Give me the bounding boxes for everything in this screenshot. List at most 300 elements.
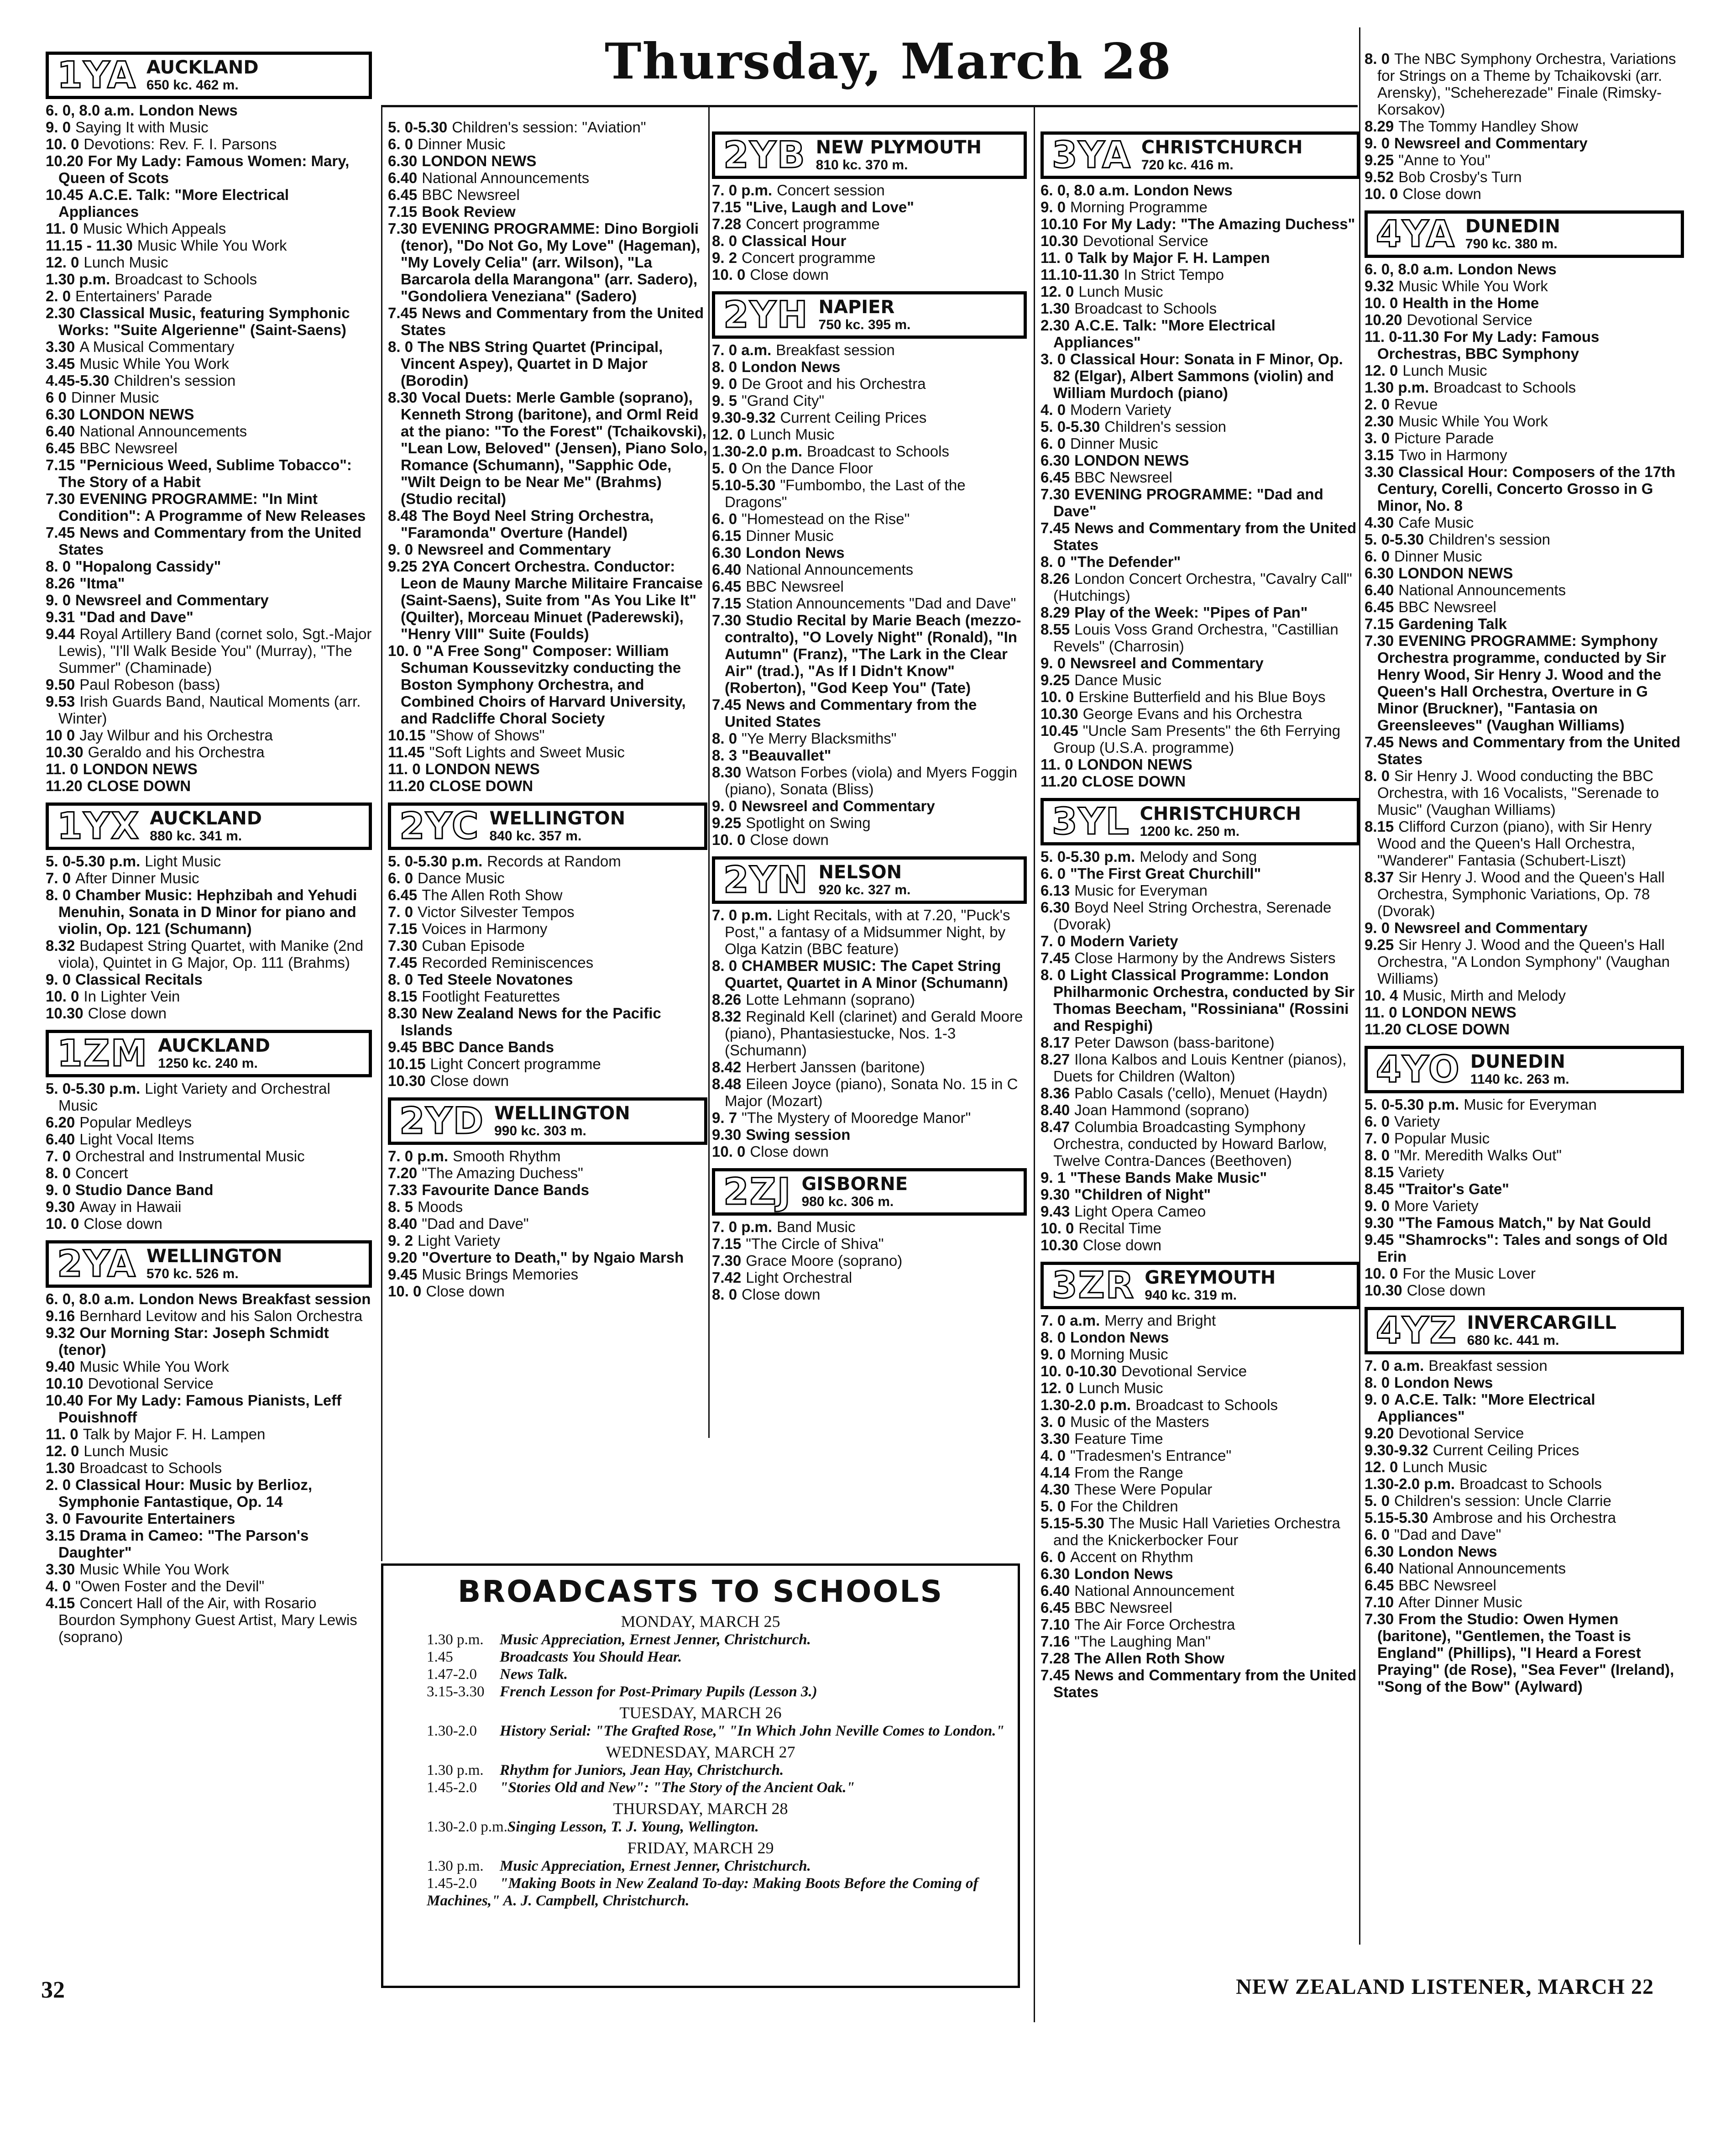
programme-title: London Concert Orchestra, "Cavalry Call" (Hutchings): [1053, 570, 1352, 604]
programme-item: [1041, 1101, 1360, 1118]
programme-item: [1041, 1464, 1360, 1481]
programme-time: 7. 0 a.m.: [1041, 1312, 1100, 1329]
programme-title: London News: [746, 544, 845, 561]
station-meta: [1141, 137, 1303, 173]
column-3: [712, 123, 1027, 1303]
programme-title: Favourite Dance Bands: [422, 1181, 590, 1198]
programme-time: 6.30: [388, 152, 418, 169]
programme-time: 10. 0: [1365, 1265, 1398, 1282]
schools-entry: [427, 1648, 1018, 1666]
station-meta: [146, 58, 259, 93]
programme-title: New Zealand News for the Pacific Islands: [401, 1005, 661, 1039]
programme-title: Newsreel and Commentary: [1070, 655, 1264, 671]
programme-title: Devotional Service: [1398, 1425, 1524, 1442]
programme-title: "Fumbombo, the Last of the Dragons": [725, 477, 966, 510]
programme-time: 6.40: [1041, 1582, 1070, 1599]
programme-time: 8.30: [388, 389, 418, 406]
schools-day-heading: TUESDAY, MARCH 26: [619, 1704, 782, 1722]
programme-title: Swing session: [746, 1126, 851, 1143]
programme-time: 3.30: [1365, 463, 1394, 480]
programme-time: 9.32: [46, 1324, 75, 1341]
programme-item: [46, 1476, 372, 1510]
programme-time: 7. 0: [1365, 1130, 1390, 1147]
programme-time: 9.30: [712, 1126, 742, 1143]
programme-title: "Uncle Sam Presents" the 6th Ferrying Group (U.S.A. programme): [1053, 722, 1341, 756]
programme-title: Reginald Kell (clarinet) and Gerald Moore (piano), Phantasiestucke, Nos. 1-3 (Schumann): [725, 1008, 1023, 1059]
programme-title: Classical Music, featuring Symphonic Works: "Suite Algerienne" (Saint-Saens): [58, 304, 350, 338]
programme-title: Studio Recital by Marie Beach (mezzo-contralto), "O Lovely Night" (Ronald), "In Autumn" (Franz), "The Lark in the Clear Air" (trad.), "As If I Didn't Know" (Roberton), "God Keep You" (Tate): [725, 612, 1021, 696]
programme-time: 9.25: [1365, 152, 1394, 168]
programme-title: Music While You Work: [79, 1561, 229, 1578]
programme-time: 3.30: [46, 338, 75, 355]
programme-time: 6.30: [1041, 452, 1070, 469]
programme-item: [388, 727, 707, 744]
programme-item: [1041, 882, 1360, 899]
programme-time: 10 0: [46, 727, 75, 744]
programme-title: Music, Mirth and Melody: [1402, 987, 1566, 1004]
programme-item: [46, 1198, 372, 1215]
programme-time: 7.15: [1365, 615, 1394, 632]
programme-title: More Variety: [1394, 1197, 1479, 1214]
programme-item: [388, 203, 707, 220]
programme-item: [1041, 1650, 1360, 1667]
programme-item: [388, 744, 707, 761]
programme-time: 8.17: [1041, 1034, 1070, 1051]
programme-title: Popular Music: [1394, 1130, 1490, 1147]
programme-title: Ambrose and his Orchestra: [1433, 1509, 1616, 1526]
programme-item: [1365, 632, 1684, 734]
programme-title: In Strict Tempo: [1124, 266, 1224, 283]
programme-time: 9.32: [1365, 278, 1394, 294]
programme-time: 3.30: [46, 1561, 75, 1578]
programme-title: Broadcast to Schools: [115, 271, 257, 288]
programme-title: "Homestead on the Rise": [742, 510, 910, 527]
programme-title: National Announcements: [1398, 582, 1566, 598]
programme-title: A.C.E. Talk: "More Electrical Appliances: [58, 186, 289, 220]
programme-item: [1041, 688, 1360, 705]
programme-item: [1041, 949, 1360, 966]
programme-time: 7.15: [388, 920, 418, 937]
programme-title: Orchestral and Instrumental Music: [75, 1148, 305, 1164]
programme-title: Broadcast to Schools: [1074, 300, 1217, 317]
programme-title: EVENING PROGRAMME: "In Mint Condition": A Programme of New Releases: [58, 490, 366, 524]
programme-time: 9.20: [1365, 1425, 1394, 1442]
programme-item: [46, 456, 372, 490]
programme-time: 6.20: [46, 1114, 75, 1131]
programme-item: [1365, 362, 1684, 379]
programme-item: [1365, 1526, 1684, 1543]
programme-title: "These Bands Make Music": [1070, 1169, 1267, 1186]
programme-time: 10. 0: [388, 642, 422, 659]
schools-entry-title: "Stories Old and New": "The Story of the Ancient Oak.": [500, 1779, 855, 1796]
programme-item: [1365, 278, 1684, 294]
programme-item: [1041, 215, 1360, 232]
programme-time: 7.28: [1041, 1650, 1070, 1667]
programme-title: "Soft Lights and Sweet Music: [429, 744, 625, 761]
programme-time: 3. 0: [1041, 1413, 1066, 1430]
programme-time: 6.45: [1365, 598, 1394, 615]
programme-title: BBC Dance Bands: [422, 1039, 554, 1055]
programme-title: Music of the Masters: [1070, 1413, 1209, 1430]
programme-item: [712, 1235, 1027, 1252]
station-city: WELLINGTON: [146, 1246, 282, 1267]
programme-time: 5. 0-5.30: [388, 119, 448, 136]
programme-time: 9. 2: [388, 1232, 413, 1249]
programme-time: 11. 0: [1041, 756, 1073, 773]
programme-item: [1041, 232, 1360, 249]
programme-item: [1041, 966, 1360, 1034]
programme-title: Morning Programme: [1070, 199, 1208, 215]
station-meta: [1145, 1268, 1276, 1303]
programme-title: Lotte Lehmann (soprano): [746, 991, 915, 1008]
programme-item: [1041, 865, 1360, 882]
programme-item: [46, 870, 372, 886]
programme-title: Lunch Music: [84, 1442, 168, 1459]
programme-time: 3.15: [1365, 446, 1394, 463]
programme-time: 9.30: [1041, 1186, 1070, 1203]
programme-time: 7.45: [46, 524, 75, 541]
programme-title: Light Variety and Orchestral Music: [58, 1080, 330, 1114]
programme-item: [46, 119, 372, 136]
programme-title: Music While You Work: [1398, 413, 1548, 430]
station-meta: [1465, 216, 1560, 252]
broadcasts-to-schools-box: [381, 1563, 1020, 1988]
programme-time: 8. 0: [1365, 1147, 1390, 1164]
programme-item: [1041, 1565, 1360, 1582]
programme-time: 6.45: [1041, 469, 1070, 486]
programme-title: BBC Newsreel: [1074, 1599, 1172, 1616]
programme-time: 10.30: [1041, 705, 1078, 722]
programme-time: 11. 0: [1365, 1004, 1397, 1021]
programme-time: 5.15-5.30: [1365, 1509, 1428, 1526]
programme-title: For the Music Lover: [1402, 1265, 1536, 1282]
programme-time: 11. 0: [46, 220, 78, 237]
programme-title: Recital Time: [1078, 1220, 1161, 1237]
programme-item: [388, 541, 707, 558]
programme-time: 9. 0: [1041, 655, 1066, 671]
station-callsign: 1ZM: [57, 1032, 148, 1075]
programme-item: [1041, 1034, 1360, 1051]
programme-item: [1365, 565, 1684, 582]
programme-item: [1041, 773, 1360, 790]
programme-item: [46, 423, 372, 440]
programme-title: "Dad and Dave": [1394, 1526, 1501, 1543]
programme-title: Picture Parade: [1394, 430, 1494, 446]
station-city: GISBORNE: [801, 1174, 908, 1195]
programme-item: [1041, 1515, 1360, 1548]
programme-title: Watson Forbes (viola) and Myers Foggin (piano), Sonata (Bliss): [725, 764, 1018, 797]
programme-title: "Mr. Meredith Walks Out": [1394, 1147, 1562, 1164]
programme-time: 8.27: [1041, 1051, 1070, 1068]
programme-time: 8. 0: [1041, 966, 1066, 983]
programme-item: [1365, 430, 1684, 446]
schools-day-heading: WEDNESDAY, MARCH 27: [606, 1743, 795, 1761]
programme-item: [712, 199, 1027, 215]
station-frequency: 990 kc. 303 m.: [494, 1123, 586, 1138]
programme-item: [1041, 249, 1360, 266]
programme-time: 10. 0-10.30: [1041, 1363, 1117, 1379]
programme-time: 5. 0-5.30 p.m.: [1365, 1096, 1459, 1113]
programme-time: 9.30: [46, 1198, 75, 1215]
programme-title: Band Music: [777, 1218, 856, 1235]
programme-item: [1365, 1425, 1684, 1442]
programme-title: News and Commentary from the United States: [1053, 1667, 1357, 1700]
programme-item: [1365, 311, 1684, 328]
programme-time: 1.30 p.m.: [1365, 379, 1429, 396]
programme-item: [46, 102, 372, 119]
programme-item: [1041, 604, 1360, 621]
programme-title: Columbia Broadcasting Symphony Orchestra, conducted by Howard Barlow, Twelve Contra-Dances (Beethoven): [1053, 1118, 1327, 1169]
station-callsign: 4YA: [1376, 213, 1455, 255]
programme-item: [1041, 1396, 1360, 1413]
programme-time: 9.30-9.32: [1365, 1442, 1428, 1458]
programme-time: 3.45: [46, 355, 75, 372]
programme-item: [1365, 734, 1684, 767]
programme-item: [1365, 1180, 1684, 1197]
programme-item: [46, 1578, 372, 1595]
programme-item: [1041, 1582, 1360, 1599]
programme-title: Feature Time: [1074, 1430, 1163, 1447]
programme-item: [1365, 1147, 1684, 1164]
programme-time: 6.15: [712, 527, 742, 544]
programme-item: [46, 1131, 372, 1148]
programme-time: 3.30: [1041, 1430, 1070, 1447]
station-meta: [819, 862, 911, 898]
programme-item: [1041, 1379, 1360, 1396]
programme-title: Music for Everyman: [1074, 882, 1208, 899]
programme-item: [388, 853, 707, 870]
programme-title: For My Lady: Famous Pianists, Leff Pouishnoff: [58, 1392, 342, 1426]
programme-item: [46, 1215, 372, 1232]
programme-time: 9. 0: [712, 375, 737, 392]
programme-title: Drama in Cameo: "The Parson's Daughter": [58, 1527, 309, 1561]
schools-day-heading: MONDAY, MARCH 25: [621, 1612, 780, 1631]
programme-title: Music Brings Memories: [422, 1266, 579, 1283]
programme-item: [46, 237, 372, 254]
programme-item: [1041, 1413, 1360, 1430]
station-callsign: 3YA: [1052, 134, 1131, 176]
programme-item: [1041, 933, 1360, 949]
programme-time: 8. 5: [388, 1198, 413, 1215]
programme-time: 7.30: [46, 490, 75, 507]
programme-title: Accent on Rhythm: [1070, 1548, 1193, 1565]
programme-title: "Pernicious Weed, Sublime Tobacco": The Story of a Habit: [58, 456, 352, 490]
programme-item: [46, 372, 372, 389]
programme-title: The Tommy Handley Show: [1398, 118, 1578, 135]
programme-title: The Allen Roth Show: [1074, 1650, 1224, 1667]
programme-time: 8.45: [1365, 1180, 1394, 1197]
station-city: NELSON: [818, 862, 902, 883]
programme-item: [1041, 621, 1360, 655]
programme-title: A.C.E. Talk: "More Electrical Appliances": [1053, 317, 1276, 351]
programme-time: 11.45: [388, 744, 425, 761]
programme-time: 7.30: [712, 1252, 742, 1269]
programme-time: 8. 0: [712, 358, 737, 375]
programme-title: EVENING PROGRAMME: "Dad and Dave": [1053, 486, 1323, 519]
programme-title: "Live, Laugh and Love": [746, 199, 914, 215]
programme-time: 10. 0: [46, 136, 79, 152]
programme-title: For My Lady: Famous Orchestras, BBC Symphony: [1377, 328, 1600, 362]
programme-time: 9. 7: [712, 1109, 737, 1126]
programme-item: [1365, 531, 1684, 548]
programme-title: Devotional Service: [1121, 1363, 1247, 1379]
programme-time: 9. 0: [1365, 919, 1390, 936]
programme-time: 8. 0: [712, 232, 737, 249]
programme-time: 7.15: [712, 595, 742, 612]
programme-item: [1041, 1363, 1360, 1379]
programme-title: Lunch Music: [1402, 362, 1487, 379]
programme-item: [712, 182, 1027, 199]
programme-time: 6. 0: [712, 510, 737, 527]
programme-item: [1365, 1197, 1684, 1214]
programme-item: [1041, 1633, 1360, 1650]
programme-time: 8.26: [46, 575, 75, 592]
programme-item: [1041, 1203, 1360, 1220]
programme-time: 1.30: [1041, 300, 1070, 317]
programme-title: LONDON NEWS: [1401, 1004, 1516, 1021]
programme-title: "The First Great Churchill": [1070, 865, 1261, 882]
programme-time: 6.45: [388, 186, 418, 203]
programme-item: [46, 440, 372, 456]
programme-time: 7. 0 a.m.: [712, 341, 772, 358]
programme-time: 7.30: [388, 220, 418, 237]
programme-title: Close down: [1082, 1237, 1162, 1254]
programme-title: Royal Artillery Band (cornet solo, Sgt.-Major Lewis), "I'll Walk Beside You" (Murray), "The Summer" (Chaminade): [58, 625, 372, 676]
station-frequency: 1250 kc. 240 m.: [158, 1056, 258, 1071]
programme-title: Lunch Music: [1078, 283, 1163, 300]
programme-time: 8.30: [712, 764, 742, 781]
programme-title: A Musical Commentary: [79, 338, 235, 355]
programme-time: 9. 0: [46, 1181, 71, 1198]
programme-time: 6. 0: [1365, 548, 1390, 565]
station-callsign: 3ZR: [1052, 1264, 1135, 1306]
programme-time: 7.28: [712, 215, 742, 232]
programme-title: LONDON NEWS: [1077, 756, 1192, 773]
programme-item: [1041, 1085, 1360, 1101]
programme-title: Children's session: "Aviation": [452, 119, 646, 136]
schools-entry-time: 1.45-2.0: [427, 1875, 477, 1892]
station-meta: [150, 808, 262, 844]
programme-item: [712, 907, 1027, 957]
programme-title: Health in the Home: [1402, 294, 1539, 311]
programme-title: Music While You Work: [79, 1358, 229, 1375]
station-header: [46, 802, 372, 850]
programme-item: [1041, 1481, 1360, 1498]
programme-time: 7.45: [1041, 1667, 1070, 1684]
programme-item: [388, 971, 707, 988]
programme-item: [46, 1114, 372, 1131]
programme-time: 9. 0: [712, 797, 737, 814]
programme-title: Modern Variety: [1070, 933, 1178, 949]
programme-title: Geraldo and his Orchestra: [88, 744, 265, 761]
programme-title: LONDON NEWS: [83, 761, 198, 777]
programme-time: 9. 0: [46, 971, 71, 988]
programme-title: Away in Hawaii: [79, 1198, 182, 1215]
programme-title: Book Review: [422, 203, 516, 220]
programme-time: 9.25: [1365, 936, 1394, 953]
programme-item: [1365, 1492, 1684, 1509]
programme-item: [1041, 1312, 1360, 1329]
programme-time: 9. 0: [46, 592, 71, 608]
programme-item: [1041, 1667, 1360, 1700]
programme-item: [46, 288, 372, 304]
programme-title: Popular Medleys: [79, 1114, 192, 1131]
programme-title: BBC Newsreel: [79, 440, 178, 456]
programme-item: [1365, 328, 1684, 362]
programme-item: [1365, 514, 1684, 531]
station-header: [388, 802, 707, 850]
programme-title: Budapest String Quartet, with Manike (2nd viola), Quintet in G Major, Op. 111 (Brahms): [58, 937, 364, 971]
schools-title: BROADCASTS TO SCHOOLS: [457, 1574, 944, 1609]
programme-title: Classical Hour: Sonata in F Minor, Op. 82 (Elgar), Albert Sammons (violin) and William Murdoch (piano): [1053, 351, 1343, 401]
programme-item: [1365, 598, 1684, 615]
programme-title: Cuban Episode: [422, 937, 525, 954]
programme-item: [46, 1459, 372, 1476]
station-frequency: 650 kc. 462 m.: [146, 78, 239, 93]
programme-title: Joan Hammond (soprano): [1074, 1101, 1250, 1118]
programme-time: 7. 0 p.m.: [388, 1148, 449, 1164]
programme-item: [1365, 1577, 1684, 1594]
column-divider: [381, 105, 382, 1561]
programme-item: [712, 578, 1027, 595]
programme-title: Ted Steele Novatones: [418, 971, 573, 988]
programme-item: [1365, 919, 1684, 936]
programme-time: 1.30-2.0 p.m.: [712, 443, 803, 460]
programme-item: [388, 954, 707, 971]
programme-item: [46, 1442, 372, 1459]
programme-item: [388, 304, 707, 338]
programme-title: Light Recitals, with at 7.20, "Puck's Post," a fantasy of a Midsummer Night, by Olga Katzin (BBC feature): [725, 907, 1010, 957]
programme-time: 11.10-11.30: [1041, 266, 1119, 283]
programme-title: Children's session: Uncle Clarrie: [1394, 1492, 1611, 1509]
programme-time: 10. 0: [1365, 294, 1398, 311]
programme-item: [1365, 1164, 1684, 1180]
page-title: Thursday, March 28: [605, 33, 1172, 90]
programme-time: 2.30: [46, 304, 75, 321]
programme-item: [388, 136, 707, 152]
schools-entry-title: "Making Boots in New Zealand To-day: Making Boots Before the Coming of Machines," A. J. Campbell, Christchurch.: [427, 1875, 978, 1909]
programme-time: 8.48: [712, 1075, 742, 1092]
programme-time: 7. 0: [1041, 933, 1066, 949]
schools-entry: [427, 1818, 1018, 1836]
programme-title: Moods: [418, 1198, 463, 1215]
programme-title: Sir Henry J. Wood and the Queen's Hall Orchestra, Symphonic Variations, Op. 78 (Dvorak): [1377, 869, 1665, 919]
programme-title: Footlight Featurettes: [422, 988, 560, 1005]
programme-title: Breakfast session: [1428, 1357, 1548, 1374]
schools-entry: [427, 1683, 1018, 1700]
programme-item: [1365, 1509, 1684, 1526]
programme-item: [712, 1126, 1027, 1143]
programme-item: [46, 937, 372, 971]
programme-item: [388, 761, 707, 777]
programme-title: Louis Voss Grand Orchestra, "Castillian Revels" (Charrosin): [1053, 621, 1339, 655]
header-rule: [381, 105, 1358, 107]
programme-title: A.C.E. Talk: "More Electrical Appliances": [1377, 1391, 1595, 1425]
programme-time: 6 0: [46, 389, 67, 406]
programme-title: Devotional Service: [1082, 232, 1208, 249]
programme-title: Light Music: [145, 853, 221, 870]
programme-item: [1041, 1346, 1360, 1363]
programme-title: George Evans and his Orchestra: [1082, 705, 1302, 722]
programme-title: "Anne to You": [1398, 152, 1490, 168]
station-callsign: 1YA: [57, 54, 136, 96]
programme-item: [46, 971, 372, 988]
programme-time: 9. 2: [712, 249, 737, 266]
programme-item: [1365, 936, 1684, 987]
programme-title: Light Variety: [418, 1232, 501, 1249]
programme-time: 6. 0: [1041, 865, 1066, 882]
programme-time: 9.20: [388, 1249, 418, 1266]
